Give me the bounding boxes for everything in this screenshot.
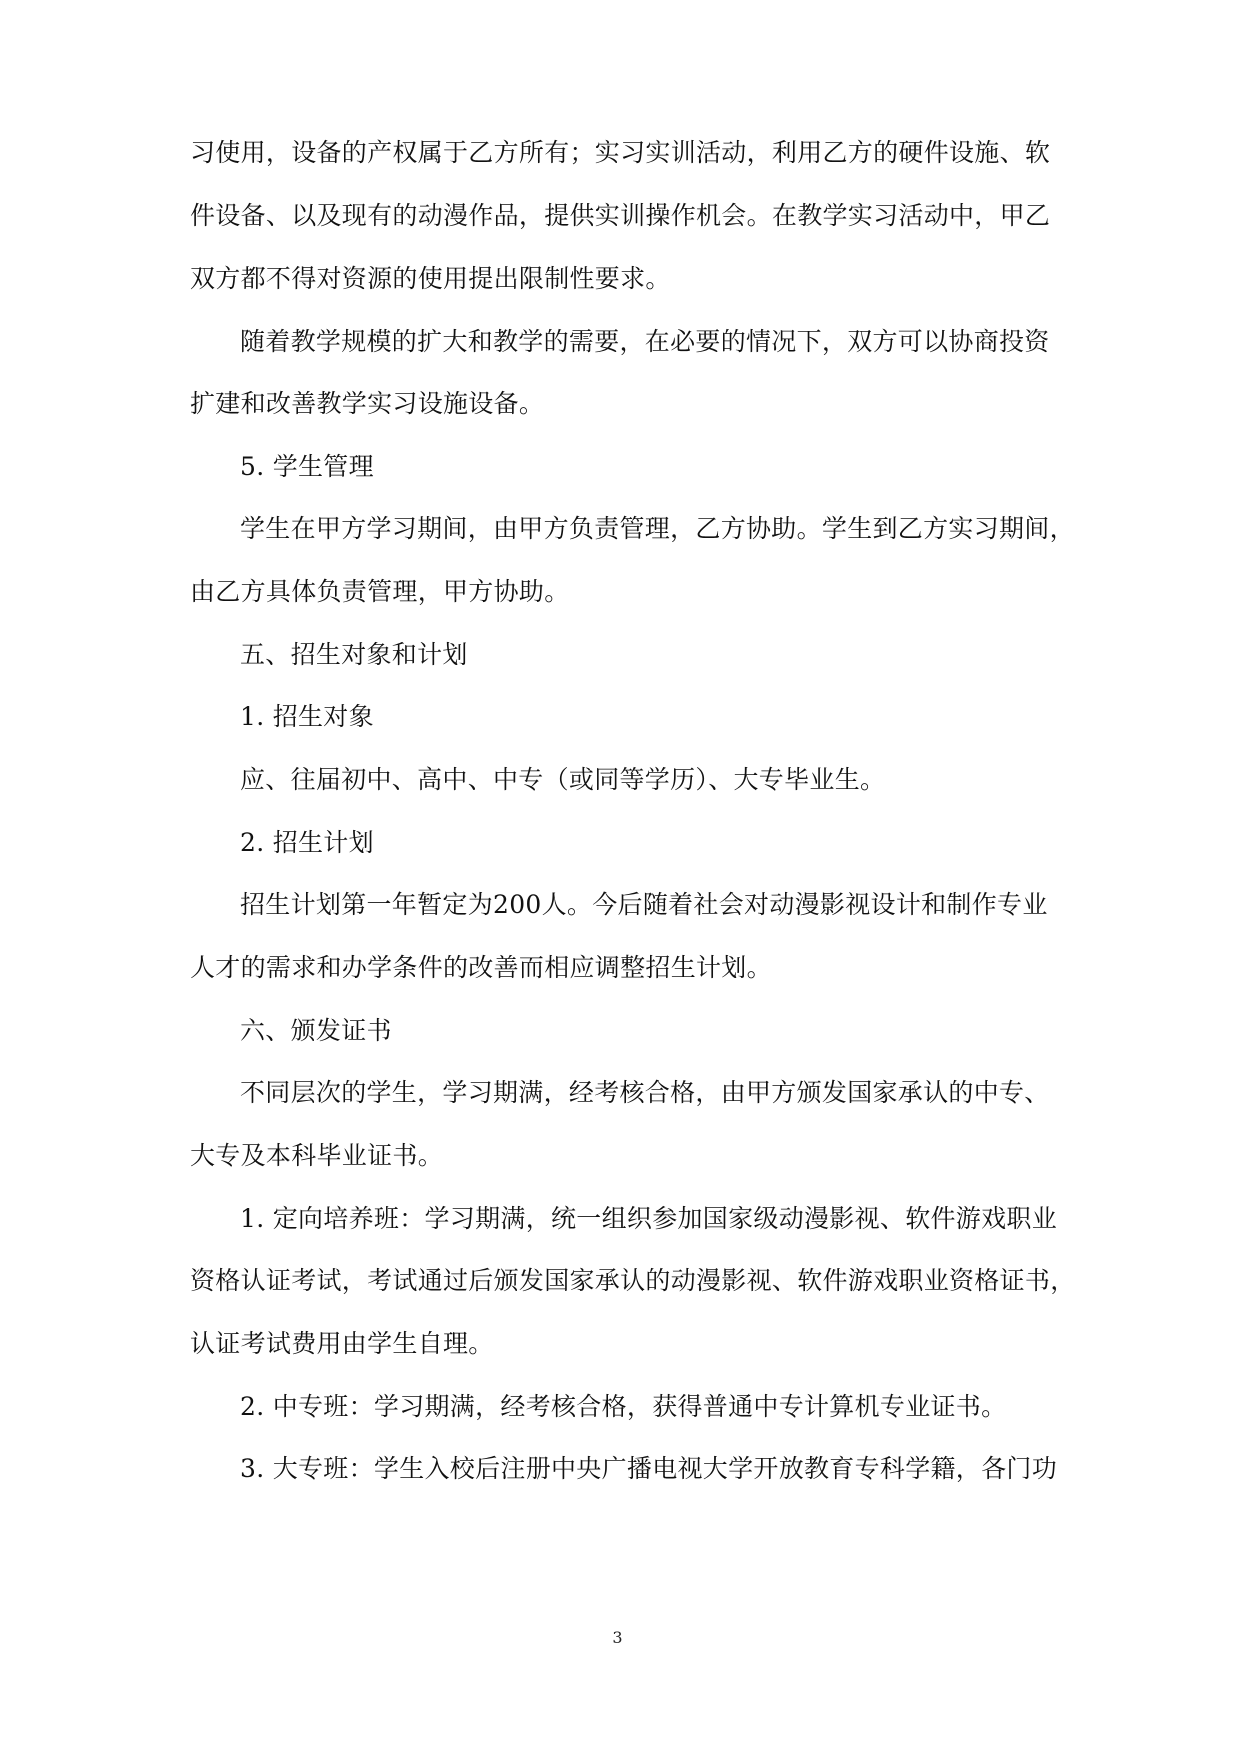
paragraph-line: 扩建和改善教学实习设施设备。 [190, 389, 545, 418]
paragraph-line: 2. 中专班：学习期满，经考核合格，获得普通中专计算机专业证书。 [240, 1392, 1007, 1421]
section-heading: 2. 招生计划 [240, 828, 374, 857]
paragraph-line: 大专及本科毕业证书。 [190, 1141, 444, 1170]
paragraph-line: 应、往届初中、高中、中专（或同等学历）、大专毕业生。 [240, 765, 886, 794]
section-heading: 5. 学生管理 [240, 452, 374, 481]
page-number: 3 [612, 1628, 623, 1647]
paragraph-line: 认证考试费用由学生自理。 [190, 1329, 494, 1358]
paragraph-line: 人才的需求和办学条件的改善而相应调整招生计划。 [190, 953, 772, 982]
paragraph-line: 资格认证考试，考试通过后颁发国家承认的动漫影视、软件游戏职业资格证书， [190, 1266, 1076, 1295]
paragraph-line: 随着教学规模的扩大和教学的需要，在必要的情况下，双方可以协商投资 [240, 327, 1050, 356]
paragraph-line: 1. 定向培养班：学习期满，统一组织参加国家级动漫影视、软件游戏职业 [240, 1204, 1058, 1233]
paragraph-line: 件设备、以及现有的动漫作品，提供实训操作机会。在教学实习活动中，甲乙 [190, 201, 1051, 230]
paragraph-line: 3. 大专班：学生入校后注册中央广播电视大学开放教育专科学籍，各门功 [240, 1454, 1058, 1483]
paragraph-line: 双方都不得对资源的使用提出限制性要求。 [190, 264, 671, 293]
paragraph-line: 由乙方具体负责管理，甲方协助。 [190, 577, 570, 606]
section-heading: 五、招生对象和计划 [240, 640, 468, 669]
paragraph-line: 招生计划第一年暂定为200人。今后随着社会对动漫影视设计和制作专业 [240, 890, 1048, 919]
paragraph-line: 学生在甲方学习期间，由甲方负责管理，乙方协助。学生到乙方实习期间， [240, 514, 1075, 543]
paragraph-line: 不同层次的学生，学习期满，经考核合格，由甲方颁发国家承认的中专、 [240, 1078, 1050, 1107]
section-heading: 1. 招生对象 [240, 702, 374, 731]
paragraph-line: 习使用，设备的产权属于乙方所有；实习实训活动，利用乙方的硬件设施、软 [190, 138, 1051, 167]
section-heading: 六、颁发证书 [240, 1016, 392, 1045]
